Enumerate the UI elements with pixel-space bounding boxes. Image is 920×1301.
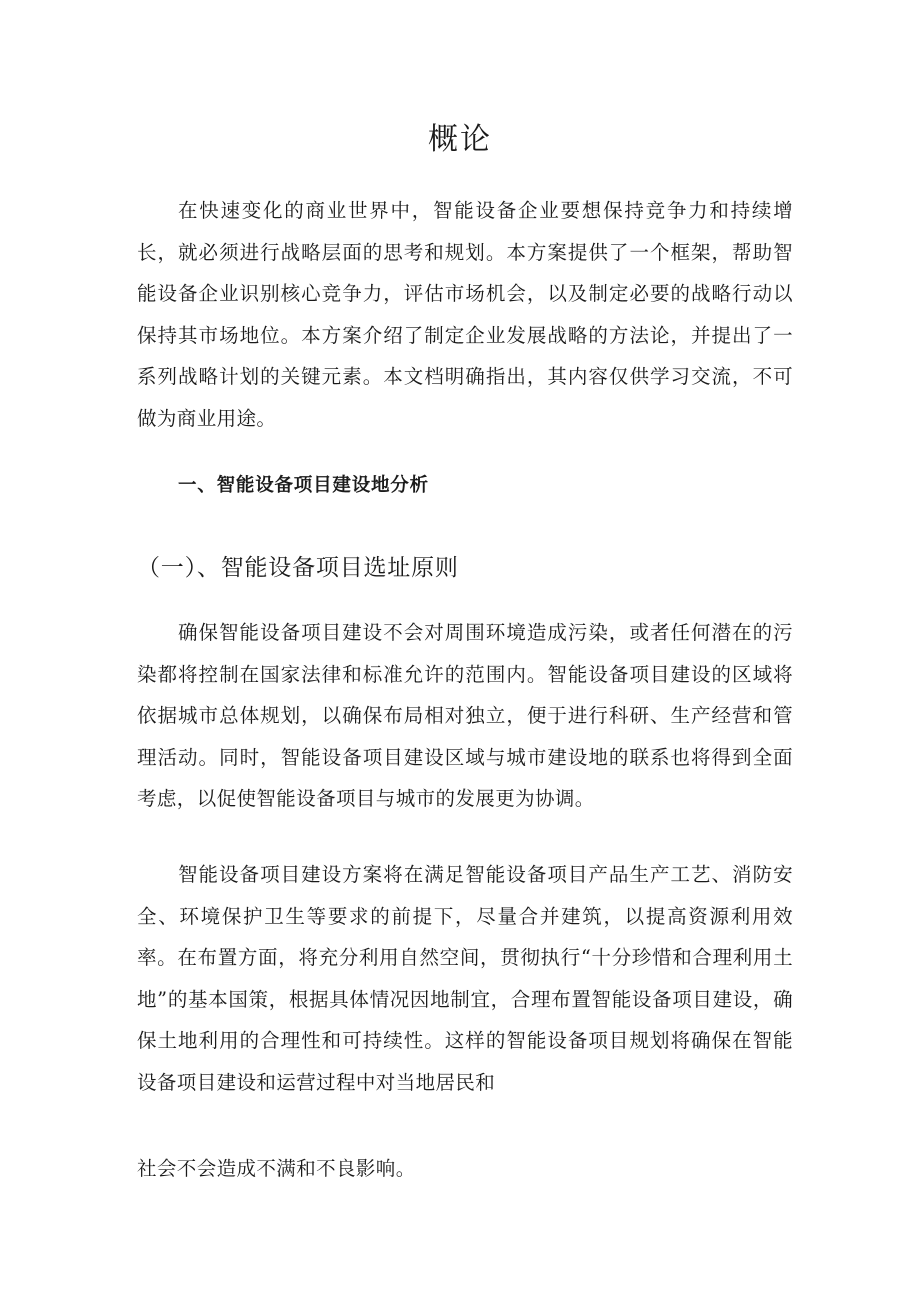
subsection-heading: （一）、智能设备项目选址原则 xyxy=(137,555,459,581)
body-paragraph-1: 确保智能设备项目建设不会对周围环境造成污染，或者任何潜在的污染都将控制在国家法律和标准允许的范围内。智能设备项目建设的区域将依据城市总体规划，以确保布局相对独立，便于进行科研、生产经营和管理活动。同时，智能设备项目建设区域与城市建设地的联系也将得到全面考虑，以促使智能设备项目与城市的发展更为协调。 xyxy=(137,621,793,810)
body-paragraph-3: 社会不会造成不满和不良影响。 xyxy=(137,1157,416,1180)
section-heading: 一、智能设备项目建设地分析 xyxy=(178,475,429,496)
body-paragraph-2: 智能设备项目建设方案将在满足智能设备项目产品生产工艺、消防安全、环境保护卫生等要求的前提下，尽量合并建筑，以提高资源利用效率。在布置方面，将充分利用自然空间，贯彻执行“十分珍惜和合理利用土地”的基本国策，根据具体情况因地制宜，合理布置智能设备项目建设，确保土地利用的合理性和可持续性。这样的智能设备项目规划将确保在智能设备项目建设和运营过程中对当地居民和 xyxy=(137,863,793,1094)
intro-paragraph: 在快速变化的商业世界中，智能设备企业要想保持竞争力和持续增长，就必须进行战略层面的思考和规划。本方案提供了一个框架，帮助智能设备企业识别核心竞争力，评估市场机会，以及制定必要的战略行动以保持其市场地位。本方案介绍了制定企业发展战略的方法论，并提出了一系列战略计划的关键元素。本文档明确指出，其内容仅供学习交流，不可做为商业用途。 xyxy=(137,199,793,430)
page-title: 概论 xyxy=(428,122,492,157)
